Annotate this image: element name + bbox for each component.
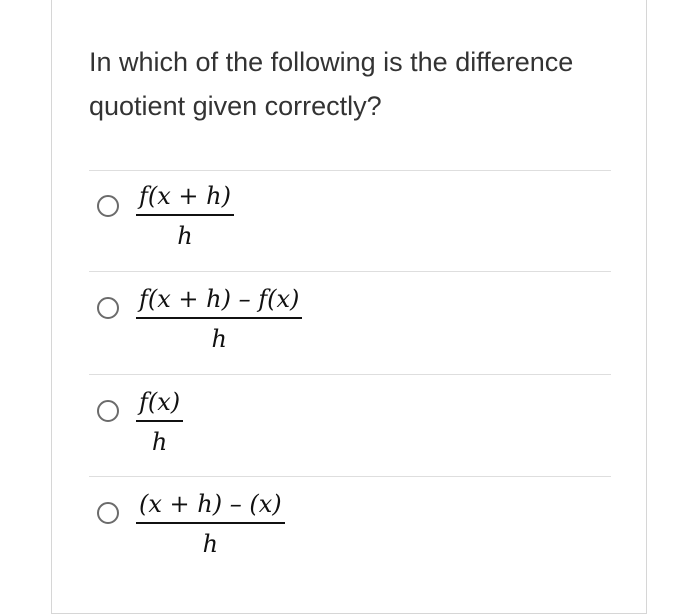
fraction-numerator: f(x + h) – f(x)	[136, 284, 302, 319]
fraction-denominator: h	[177, 222, 193, 250]
divider	[89, 170, 611, 171]
answer-option-2[interactable]	[89, 280, 611, 370]
fraction-denominator: h	[202, 530, 219, 558]
fraction-numerator: (x + h) – (x)	[136, 489, 285, 524]
fraction-denominator: h	[151, 428, 168, 456]
radio-button[interactable]	[97, 502, 119, 524]
divider	[89, 476, 611, 477]
radio-button[interactable]	[97, 297, 119, 319]
fraction	[136, 489, 285, 559]
fraction	[136, 284, 302, 354]
question-text: In which of the following is the difference quotient given correctly?	[89, 47, 574, 121]
radio-button[interactable]	[97, 195, 119, 217]
fraction-numerator: f(x)	[136, 387, 183, 422]
fraction	[136, 387, 183, 457]
answer-option-1[interactable]	[89, 178, 611, 268]
answer-option-4[interactable]	[89, 485, 611, 575]
fraction-denominator: h	[211, 325, 227, 353]
radio-button[interactable]	[97, 400, 119, 422]
fraction	[136, 181, 234, 251]
divider	[89, 271, 611, 272]
divider	[89, 374, 611, 375]
fraction-numerator: f(x + h)	[136, 181, 234, 216]
answer-option-3[interactable]	[89, 382, 611, 472]
